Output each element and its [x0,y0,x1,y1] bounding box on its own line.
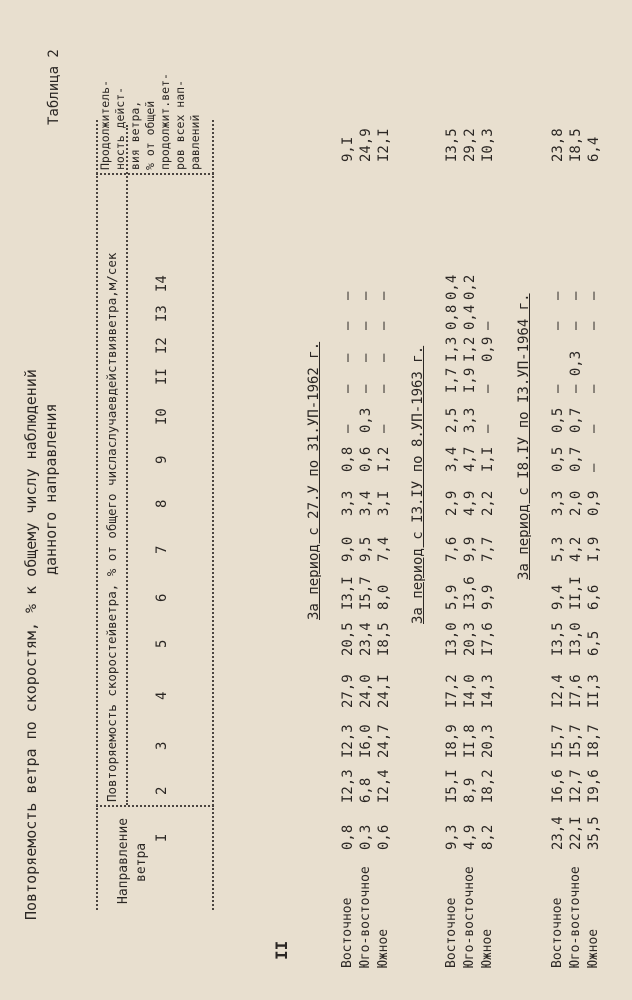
table-cell: – [376,291,392,300]
table-cell: 2,5 [444,407,460,433]
table-cell: I,9 [586,536,602,562]
table-cell: I7,6 [568,674,584,708]
speed-column-header: 8 [154,499,170,508]
table-cell: 9,9 [462,536,478,562]
table-cell: 0,4 [462,304,478,330]
duration-header-line: продолжит.вет- [158,73,172,170]
table-cell: – [586,291,602,300]
duration-cell: I2,I [376,128,392,162]
speed-column-header: I4 [154,275,170,292]
table-cell: 2,0 [568,490,584,516]
table-cell: – [376,424,392,433]
table-cell: I6,0 [358,724,374,758]
table-cell: 9,4 [550,584,566,610]
table-cell: – [586,321,602,330]
table-cell: 0,7 [568,407,584,433]
table-cell: – [376,384,392,393]
table-cell: I8,9 [444,724,460,758]
row-direction-name: Южное [480,928,495,968]
speed-column-header: 5 [154,639,170,648]
table-cell: 8,9 [462,777,478,803]
table-cell: – [480,384,496,393]
table-cell: I5,I [444,769,460,803]
speed-column-header: I2 [154,337,170,354]
row-direction-name: Южное [376,928,391,968]
table-cell: 0,9 [480,336,496,362]
table-cell: II,3 [586,674,602,708]
table-cell: 2,9 [444,490,460,516]
table-title-line2: данного направления [42,403,60,575]
table-cell: – [480,424,496,433]
table-cell: 7,7 [480,536,496,562]
duration-cell: 29,2 [462,128,478,162]
speed-column-header: I [154,833,170,842]
table-cell: I7,6 [480,622,496,656]
table-cell: I6,6 [550,769,566,803]
row-direction-name: Юго-восточное [358,866,373,968]
table-cell: – [480,321,496,330]
table-cell: I,2 [462,336,478,362]
table-cell: – [550,291,566,300]
table-cell: I2,4 [376,769,392,803]
speed-column-header: 7 [154,545,170,554]
table-cell: – [586,384,602,393]
table-cell: 0,6 [376,824,392,850]
duration-header-line: Продолжитель- [98,79,112,170]
table-cell: I,7 [444,367,460,393]
header-top-rule [96,120,98,910]
table-cell: 0,2 [462,274,478,300]
table-cell: 4,2 [568,536,584,562]
table-cell: I3,I [340,576,356,610]
table-cell: 3,3 [550,490,566,516]
table-cell: – [568,321,584,330]
table-cell: I5,7 [568,724,584,758]
table-cell: I8,2 [480,769,496,803]
table-cell: I2,3 [340,769,356,803]
table-cell: 23,4 [358,622,374,656]
speed-column-header: 4 [154,691,170,700]
table-cell: 24,0 [358,674,374,708]
row-direction-name: Юго-восточное [462,866,477,968]
table-cell: 22,I [568,816,584,850]
table-cell: 2,2 [480,490,496,516]
table-cell: 3,4 [358,490,374,516]
table-cell: 0,8 [444,304,460,330]
table-cell: I5,7 [550,724,566,758]
table-cell: 9,3 [444,824,460,850]
speeds-subheader-rule [126,125,128,805]
table-cell: – [550,384,566,393]
table-cell: 0,7 [568,446,584,472]
duration-header-line: ность дейст- [113,86,127,170]
table-cell: – [340,291,356,300]
table-cell: I2,7 [568,769,584,803]
duration-header-line: % от общей [143,100,157,170]
duration-cell: I0,3 [480,128,496,162]
table-cell: I2,3 [340,724,356,758]
duration-cell: I8,5 [568,128,584,162]
table-cell: 0,5 [550,407,566,433]
table-cell: 0,8 [340,824,356,850]
table-cell: I3,0 [568,622,584,656]
table-cell: II,I [568,576,584,610]
row-direction-name: Восточное [444,897,459,968]
table-cell: 20,5 [340,622,356,656]
table-cell: 0,9 [586,490,602,516]
table-cell: I3,6 [462,576,478,610]
duration-header-line: вия ветра, [128,100,142,170]
table-cell: 35,5 [586,816,602,850]
period-heading: За период с I3.IУ по 8.УП-1963 г. [410,345,426,624]
table-cell: – [340,424,356,433]
table-cell: 9,9 [480,584,496,610]
table-cell: I3,0 [444,622,460,656]
row-direction-name: Восточное [550,897,565,968]
table-cell: 4,9 [462,824,478,850]
table-cell: 3,3 [462,407,478,433]
period-heading: За период с 27.У по 31.УП-1962 г. [306,341,322,620]
table-cell: – [340,321,356,330]
speed-column-header: 6 [154,593,170,602]
table-cell: – [358,384,374,393]
table-cell: I,2 [376,446,392,472]
table-cell: I8,5 [376,622,392,656]
table-cell: – [586,424,602,433]
table-cell: – [358,321,374,330]
table-cell: I5,7 [358,576,374,610]
page-number: II [272,940,291,960]
table-cell: 4,9 [462,490,478,516]
table-cell: I9,6 [586,769,602,803]
row-direction-name: Восточное [340,897,355,968]
table-title: Повторяемость ветра по скоростям, % к общему числу наблюдений [22,369,40,920]
table-cell: – 0,3 [568,350,584,393]
table-cell: 5,9 [444,584,460,610]
table-cell: 24,7 [376,724,392,758]
table-cell: 6,6 [586,584,602,610]
table-cell: 8,2 [480,824,496,850]
table-cell: I,9 [462,367,478,393]
table-cell: I7,2 [444,674,460,708]
table-cell: I3,5 [550,622,566,656]
speed-column-header: I3 [154,305,170,322]
duration-column-divider [96,173,214,175]
table-cell: I,I [480,446,496,472]
table-cell: 5,3 [550,536,566,562]
direction-column-divider [96,805,214,807]
table-cell: II,8 [462,724,478,758]
table-cell: – [340,353,356,362]
header-bottom-rule [212,120,214,910]
table-cell: 9,0 [340,536,356,562]
table-cell: 0,6 [358,446,374,472]
table-cell: 8,0 [376,584,392,610]
table-cell: 24,I [376,674,392,708]
table-cell: 20,3 [462,622,478,656]
table-cell: 0,4 [444,274,460,300]
duration-cell: 23,8 [550,128,566,162]
direction-header-line2: ветра [134,842,149,882]
table-cell: 3,I [376,490,392,516]
table-cell: – [568,291,584,300]
duration-cell: 6,4 [586,136,602,162]
table-cell: I4,3 [480,674,496,708]
table-cell: – [376,353,392,362]
table-cell: 3,4 [444,446,460,472]
speed-column-header: 9 [154,455,170,464]
row-direction-name: Юго-восточное [568,866,583,968]
table-cell: – [550,321,566,330]
direction-header: Направление [116,817,131,904]
table-cell: – [376,321,392,330]
table-cell: I,3 [444,336,460,362]
row-direction-name: Южное [586,928,601,968]
table-cell: – [358,353,374,362]
table-cell: 6,8 [358,777,374,803]
speeds-header: Повторяемость скоростейветра, % от общего числаслучаевдействияветра,м/сек [104,252,119,802]
table-cell: 0,3 [358,407,374,433]
speed-column-header: II [154,368,170,385]
table-cell: – [586,463,602,472]
table-label: Таблица 2 [46,49,62,125]
speed-column-header: 3 [154,741,170,750]
speed-column-header: 2 [154,786,170,795]
duration-header-line: равлений [188,114,202,170]
table-cell: 0,3 [358,824,374,850]
duration-cell: 24,9 [358,128,374,162]
table-cell: 4,7 [462,446,478,472]
duration-cell: I3,5 [444,128,460,162]
table-cell: 7,6 [444,536,460,562]
table-cell: – [358,291,374,300]
table-cell: I4,0 [462,674,478,708]
table-cell: 0,5 [550,446,566,472]
table-cell: – [340,384,356,393]
table-cell: 6,5 [586,630,602,656]
table-cell: 9,5 [358,536,374,562]
table-cell: 23,4 [550,816,566,850]
table-cell: 7,4 [376,536,392,562]
speed-column-header: I0 [154,408,170,425]
duration-header-line: ров всех нап- [173,79,187,170]
table-cell: 20,3 [480,724,496,758]
table-cell: I2,4 [550,674,566,708]
table-cell: 27,9 [340,674,356,708]
table-cell: I8,7 [586,724,602,758]
period-heading: За период с I8.IУ по I3.УП-1964 г. [516,293,532,580]
table-cell: 0,8 [340,446,356,472]
table-cell: 3,3 [340,490,356,516]
duration-cell: 9,I [340,136,356,162]
